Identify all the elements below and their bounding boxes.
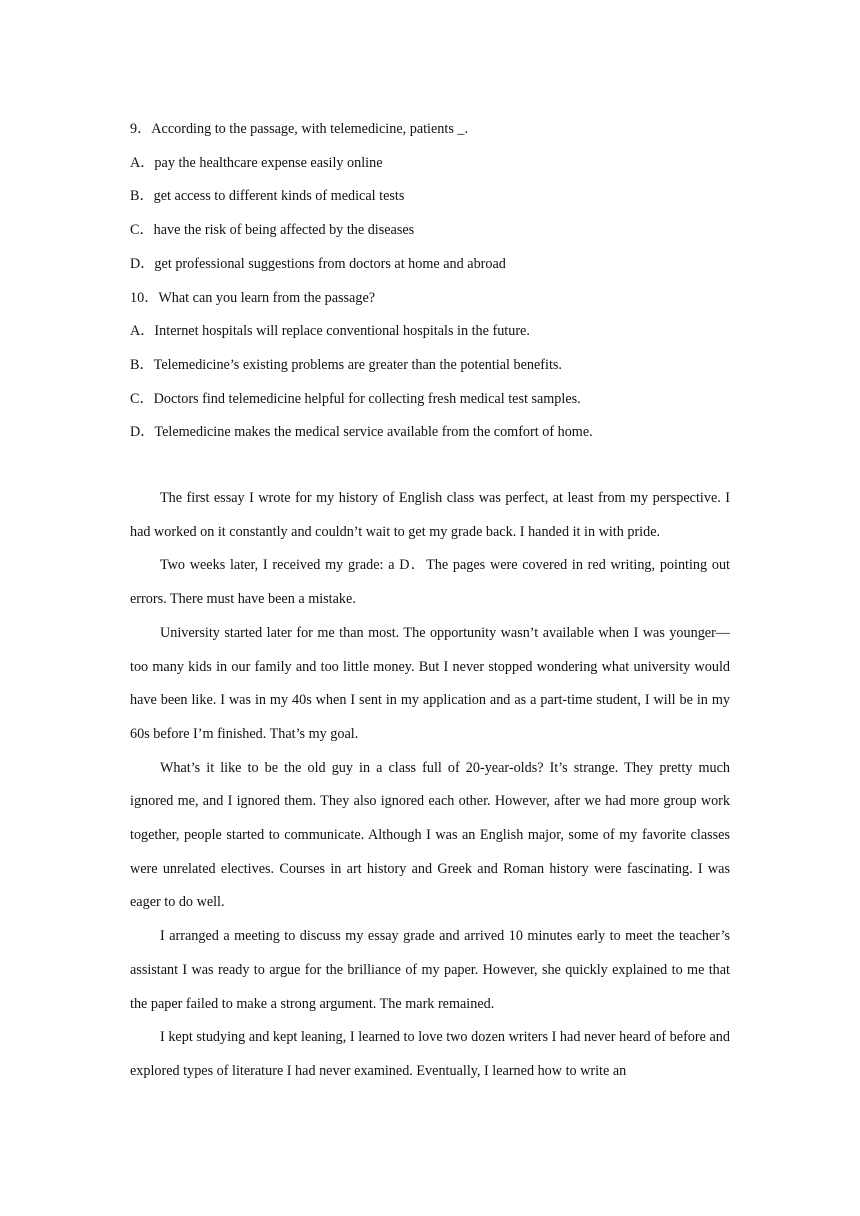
question-9-option-b: B．get access to different kinds of medical tests	[130, 188, 405, 205]
question-9-option-c: C．have the risk of being affected by the diseases	[130, 222, 415, 239]
question-10-option-c: C．Doctors find telemedicine helpful for collecting fresh medical test samples.	[130, 390, 581, 407]
question-10-option-d: D．Telemedicine makes the medical service available from the comfort of home.	[130, 424, 593, 441]
question-10-option-a: A．Internet hospitals will replace conventional hospitals in the future.	[130, 323, 530, 340]
question-10-stem: 10．What can you learn from the passage?	[130, 289, 376, 306]
question-9-option-a: A．pay the healthcare expense easily online	[130, 154, 383, 171]
passage-paragraph-1: The first essay I wrote for my history of English class was perfect, at least from my perspective. I had worked on it constantly and couldn’t wait to get my grade back. I handed it in with pride.	[130, 490, 730, 540]
question-9-stem: 9．According to the passage, with telemedicine, patients _.	[130, 121, 469, 137]
passage-paragraph-4: What’s it like to be the old guy in a class full of 20-year-olds? It’s strange. They pretty much ignored me, and I ignored them. They also ignored each other. However, after we had more group work together, people started to communicate. Although I was an English major, some of my favorite classes were unrelated electives. Courses in art history and Greek and Roman history were fascinating. I was eager to do well.	[130, 759, 730, 911]
question-9-option-d: D．get professional suggestions from doctors at home and abroad	[130, 255, 506, 272]
passage-paragraph-6: I kept studying and kept leaning, I learned to love two dozen writers I had never heard of before and explored types of literature I had never examined. Eventually, I learned how to write an	[130, 1029, 730, 1079]
question-block	[130, 113, 750, 450]
passage-paragraph-2: Two weeks later, I received my grade: a D．The pages were covered in red writing, pointing out errors. There must have been a mistake.	[130, 557, 730, 608]
passage-paragraph-5: I arranged a meeting to discuss my essay grade and arrived 10 minutes early to meet the teacher’s assistant I was ready to argue for the brilliance of my paper. However, she quickly explained to me that the paper failed to make a strong argument. The mark remained.	[130, 928, 730, 1012]
reading-passage	[130, 482, 730, 1089]
question-10-option-b: B．Telemedicine’s existing problems are greater than the potential benefits.	[130, 356, 562, 373]
passage-paragraph-3: University started later for me than most. The opportunity wasn’t available when I was younger—too many kids in our family and too little money. But I never stopped wondering what university would have been like. I was in my 40s when I sent in my application and as a part-time student, I will be in my 60s before I’m finished. That’s my goal.	[130, 624, 730, 742]
